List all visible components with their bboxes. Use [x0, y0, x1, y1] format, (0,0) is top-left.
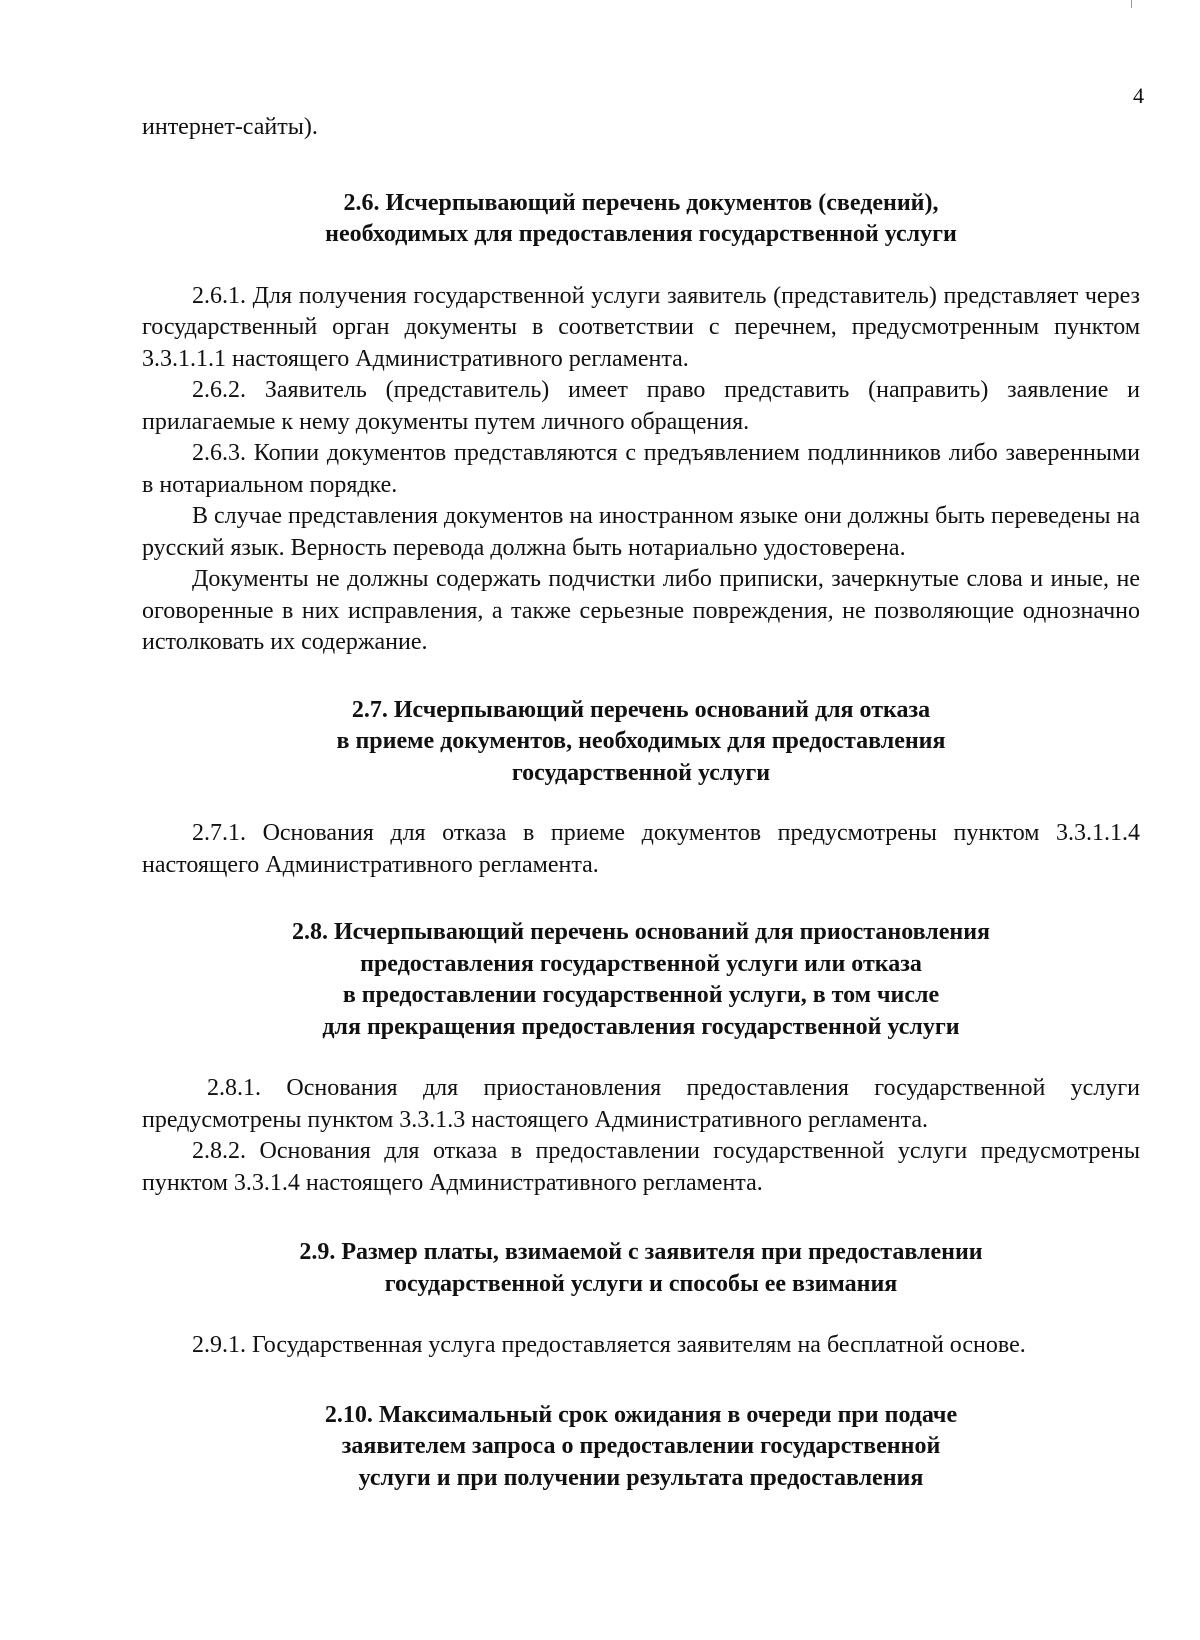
heading-line: в приеме документов, необходимых для предоставления	[336, 728, 946, 754]
paragraph-2-6-1: 2.6.1. Для получения государственной услуги заявитель (представитель) представляет через государственный орган документы в соответствии с перечнем, предусмотренным пунктом 3.3.1.1.1 настоящего Административного регламента.	[142, 282, 1140, 372]
heading-line: 2.6. Исчерпывающий перечень документов (сведений),	[343, 189, 939, 216]
paragraph-document-requirements: Документы не должны содержать подчистки либо приписки, зачеркнутые слова и иные, не оговоренные в них исправления, а также серьезные повреждения, не позволяющие однозначно истолковать их содержание.	[142, 566, 1140, 655]
heading-line: государственной услуги	[511, 759, 771, 786]
continuation-text: интернет-сайты).	[142, 114, 318, 140]
heading-line: 2.7. Исчерпывающий перечень оснований для отказа	[351, 696, 931, 723]
section-2-8-heading	[142, 917, 1140, 1043]
heading-line: 2.10. Максимальный срок ожидания в очереди при подаче	[324, 1401, 958, 1428]
heading-line: 2.8. Исчерпывающий перечень оснований для приостановления	[291, 919, 991, 945]
heading-line: государственной услуги и способы ее взимания	[384, 1270, 898, 1297]
heading-line: 2.9. Размер платы, взимаемой с заявителя при предоставлении	[299, 1239, 983, 1265]
section-2-6-heading	[142, 188, 1140, 251]
heading-line: услуги и при получении результата предоставления	[358, 1464, 924, 1491]
section-2-10-heading	[142, 1400, 1140, 1495]
heading-line: предоставления государственной услуги или отказа	[360, 950, 922, 977]
paragraph-2-6-2: 2.6.2. Заявитель (представитель) имеет право представить (направить) заявление и прилагаемые к нему документы путем личного обращения.	[142, 377, 1140, 435]
document-body	[142, 112, 1140, 1494]
section-2-7-heading	[142, 695, 1140, 790]
paragraph-2-7-1: 2.7.1. Основания для отказа в приеме документов предусмотрены пунктом 3.3.1.1.4 настоящего Административного регламента.	[142, 820, 1140, 878]
scan-mark	[1131, 0, 1132, 8]
heading-line: в предоставлении государственной услуги, в том числе	[342, 982, 940, 1008]
paragraph-foreign-language: В случае представления документов на иностранном языке они должны быть переведены на русский язык. Верность перевода должна быть нотариально удостоверена.	[142, 503, 1140, 561]
heading-line: для прекращения предоставления государственной услуги	[322, 1013, 960, 1040]
heading-line: необходимых для предоставления государственной услуги	[325, 221, 957, 247]
paragraph-2-9-1: 2.9.1. Государственная услуга предоставляется заявителям на бесплатной основе.	[192, 1332, 1026, 1358]
paragraph-2-8-2: 2.8.2. Основания для отказа в предоставлении государственной услуги предусмотрены пунктом 3.3.1.4 настоящего Административного регламента.	[142, 1138, 1140, 1196]
page-number: 4	[1133, 83, 1144, 108]
section-2-9-heading	[142, 1237, 1140, 1300]
paragraph-2-8-1: 2.8.1. Основания для приостановления предоставления государственной услуги предусмотрены пунктом 3.3.1.3 настоящего Административного регламента.	[142, 1075, 1140, 1133]
heading-line: заявителем запроса о предоставлении государственной	[341, 1433, 941, 1459]
paragraph-2-6-3: 2.6.3. Копии документов представляются с предъявлением подлинников либо заверенными в нотариальном порядке.	[142, 440, 1140, 498]
